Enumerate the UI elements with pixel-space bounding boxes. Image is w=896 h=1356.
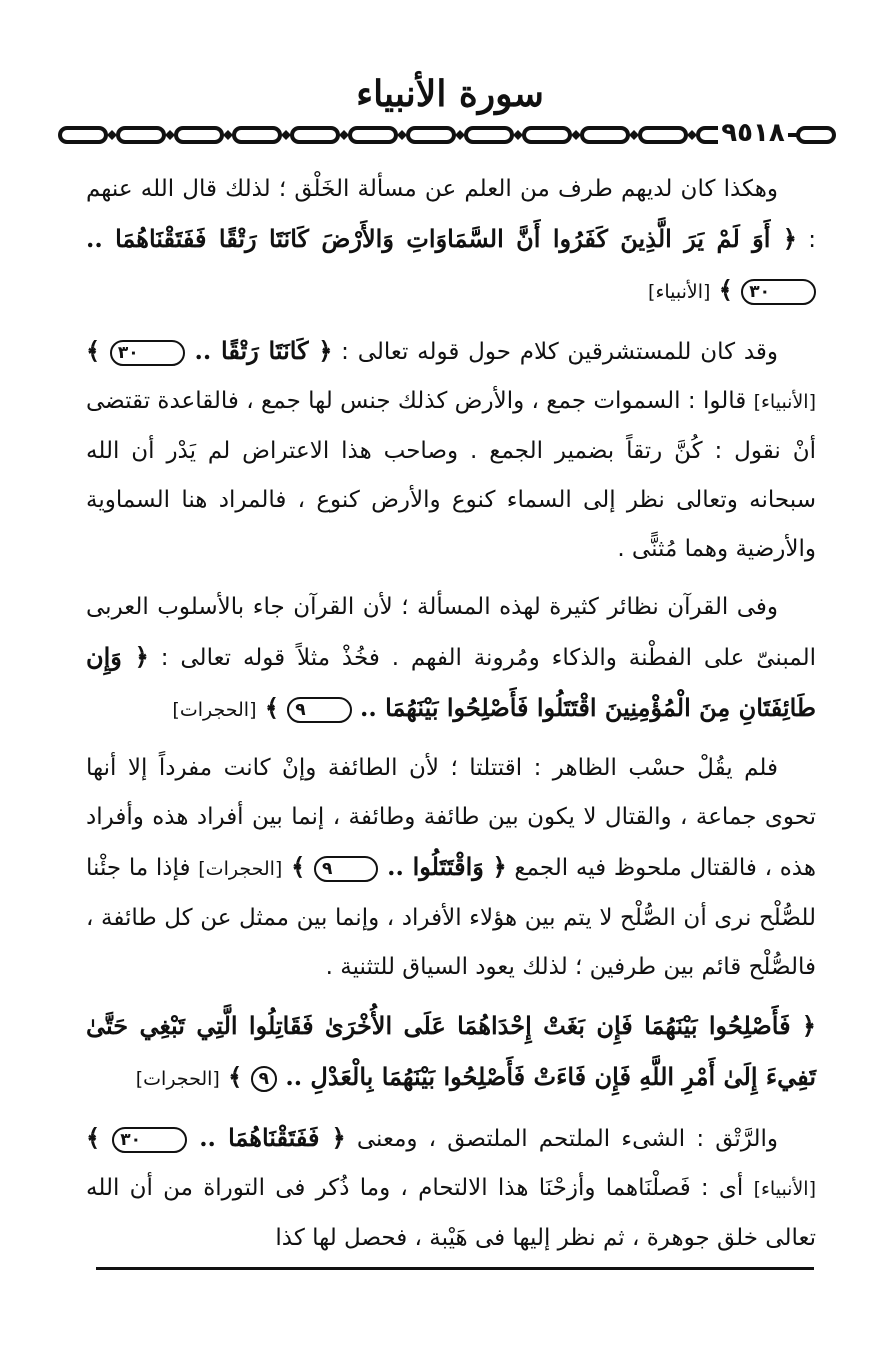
quran-verse: ﴾ bbox=[710, 275, 742, 304]
bottom-rule bbox=[96, 1267, 814, 1270]
quran-verse: ﴾ bbox=[219, 1062, 251, 1091]
body-sentence: فإذا ما جئْنا للصُّلْح نرى أن الصُّلْح لا يتم بين هؤلاء الأفراد ، وإنما بين ممثل عن كل طائفة ، فالصُّلْح قائم بين طرفين ؛ لذلك يعود السياق للتثنية . bbox=[86, 855, 816, 980]
paragraph-p4 bbox=[86, 744, 816, 992]
ayah-number: ٣٠ bbox=[112, 1127, 187, 1153]
paragraph-p6 bbox=[86, 1113, 816, 1263]
body-sentence: والرَّتْق : الشىء الملتحم الملتصق ، ومعنى bbox=[345, 1126, 778, 1152]
quran-verse: ﴾ bbox=[86, 1123, 113, 1152]
ayah-number: ٣٠ bbox=[110, 340, 185, 366]
paragraph-p3 bbox=[86, 583, 816, 735]
body-sentence: وفى القرآن نظائر كثيرة لهذه المسألة ؛ لأن القرآن جاء بالأسلوب العربى المبنىّ على الفطْنة والذكاء ومُرونة الفهم . فخُذْ مثلاً قوله تعالى : bbox=[86, 594, 816, 671]
surah-reference: [الأنبياء] bbox=[648, 281, 711, 303]
surah-title: سورة الأنبياء bbox=[356, 73, 544, 115]
body-sentence: وهكذا كان لديهم طرف من العلم عن مسألة الخَلْق ؛ لذلك قال الله عنهم : bbox=[86, 176, 817, 253]
surah-reference: [الحجرات] bbox=[172, 699, 257, 721]
body-text bbox=[86, 165, 816, 1272]
quran-verse: ﴿ وَإِن طَائِفَتَانِ مِنَ الْمُؤْمِنِينَ اقْتَتَلُوا فَأَصْلِحُوا بَيْنَهُمَا .. bbox=[86, 642, 816, 722]
quran-verse: ﴾ bbox=[282, 852, 314, 881]
quran-verse: ﴿ فَأَصْلِحُوا بَيْنَهُمَا فَإِن بَغَتْ إِحْدَاهُمَا عَلَى الأُخْرَىٰ فَقَاتِلُوا الَّتِي تَبْغِي حَتَّىٰ تَفِيءَ إِلَىٰ أَمْرِ اللَّهِ فَإِن فَاءَتْ فَأَصْلِحُوا بَيْنَهُمَا بِالْعَدْلِ .. bbox=[86, 1011, 816, 1091]
body-sentence: وقد كان للمستشرقين كلام حول قوله تعالى : bbox=[332, 339, 779, 365]
surah-reference: [الحجرات] bbox=[198, 858, 283, 880]
quran-verse: ﴿ أَوَ لَمْ يَرَ الَّذِينَ كَفَرُوا أَنَّ السَّمَاوَاتِ وَالأَرْضَ كَانَتَا رَتْقًا فَفَتَقْنَاهُمَا .. bbox=[86, 224, 797, 253]
surah-reference: [الأنبياء] bbox=[753, 391, 816, 413]
page-number: ٩٥١٨ bbox=[718, 116, 788, 150]
body-sentence: فلم يقُلْ حسْب الظاهر : اقتتلتا ؛ لأن الطائفة وإنْ كانت مفرداً إلا أنها تحوى جماعة ، والقتال لا يكون بين طائفة وطائفة ، إنما بين أفراد هذه وأفراد هذه ، فالقتال ملحوظ فيه الجمع bbox=[86, 755, 816, 881]
surah-reference: [الحجرات] bbox=[135, 1068, 220, 1090]
surah-reference: [الأنبياء] bbox=[753, 1178, 816, 1200]
ayah-number: ٩ bbox=[287, 697, 351, 723]
quran-verse: ﴾ bbox=[86, 336, 110, 365]
quran-verse: ﴿ كَانَتَا رَتْقًا .. bbox=[184, 336, 333, 365]
quran-verse: ﴿ وَاقْتَتَلُوا .. bbox=[378, 852, 507, 881]
paragraph-p2 bbox=[86, 326, 816, 574]
ayah-number: ٩ bbox=[251, 1066, 277, 1092]
ayah-number: ٣٠ bbox=[741, 279, 816, 305]
ayah-number: ٩ bbox=[314, 856, 378, 882]
paragraph-p5 bbox=[86, 1001, 816, 1104]
quran-verse: ﴾ bbox=[256, 693, 288, 722]
quran-verse: ﴿ فَفَتَقْنَاهُمَا .. bbox=[187, 1123, 346, 1152]
body-sentence: أى : فَصلْنَاهما وأزحْنَا هذا الالتحام ، وما ذُكر فى التوراة من أن الله تعالى خلق جوهرة ، ثم نظر إليها فى هَيْبة ، فحصل لها كذا bbox=[86, 1175, 816, 1251]
body-sentence: قالوا : السموات جمع ، والأرض كذلك جنس لها جمع ، فالقاعدة تقتضى أنْ نقول : كُنَّ رتقاً بضمير الجمع . وصاحب هذا الاعتراض لم يَدْر أن الله سبحانه وتعالى نظر إلى السماء كنوع والأرض كنوع ، فالمراد هنا السماوية والأرضية وهما مُثنًّى . bbox=[86, 388, 816, 562]
paragraph-p1 bbox=[86, 165, 816, 317]
